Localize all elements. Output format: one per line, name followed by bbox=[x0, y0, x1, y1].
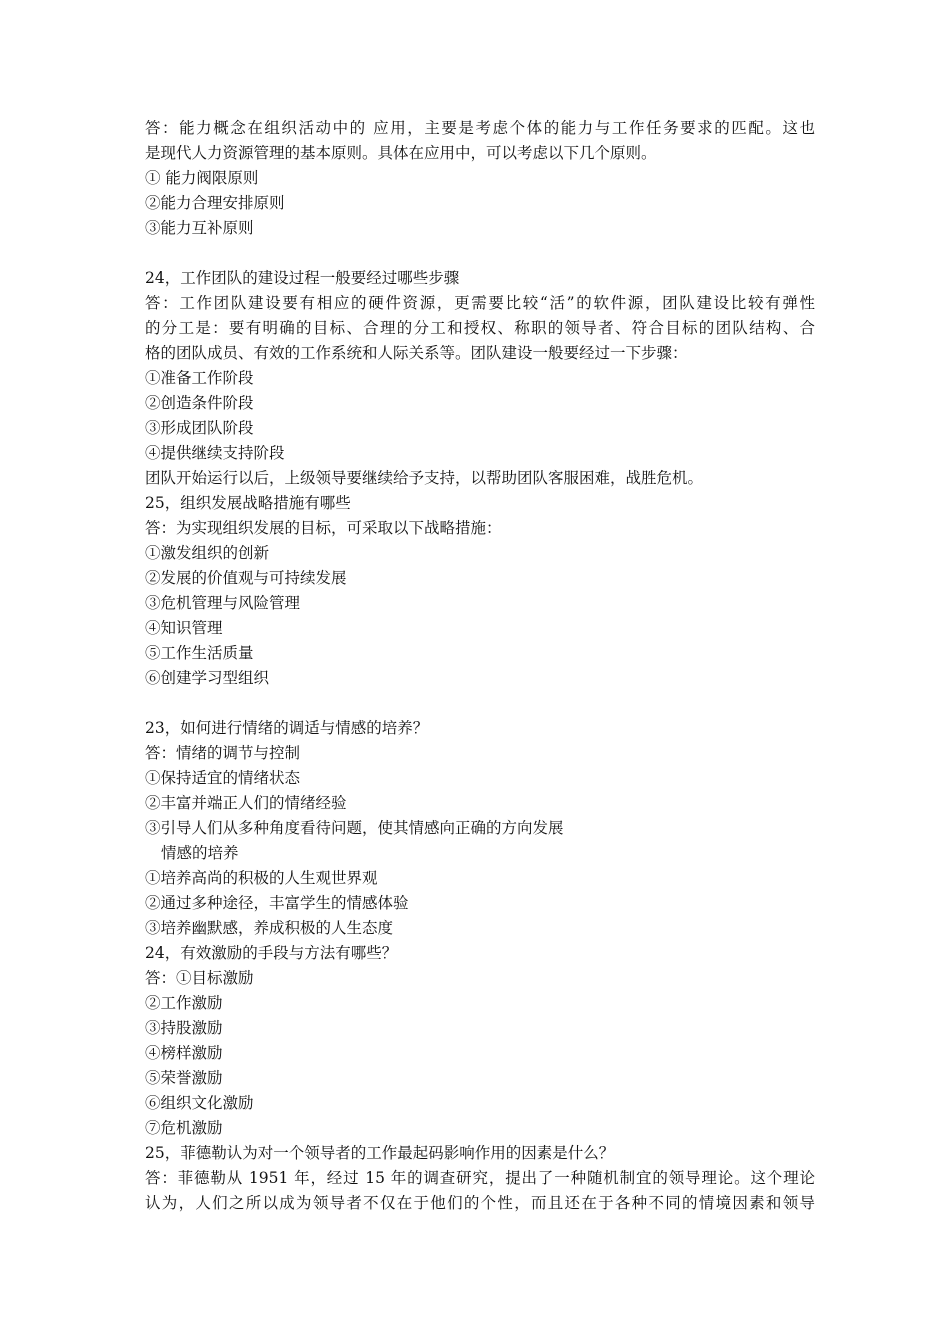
list-item: ①培养高尚的积极的人生观世界观 bbox=[145, 869, 378, 887]
list-item: ②创造条件阶段 bbox=[145, 394, 254, 412]
list-item: ③危机管理与风险管理 bbox=[145, 594, 301, 612]
text-line: 答：工作团队建设要有相应的硬件资源，更需要比较“活”的软件源，团队建设比较有弹性 bbox=[145, 294, 815, 312]
text-line: 的分工是：要有明确的目标、合理的分工和授权、称职的领导者、符合目标的团队结构、合 bbox=[145, 319, 815, 337]
list-item: ②通过多种途径，丰富学生的情感体验 bbox=[145, 894, 409, 912]
list-item: ③引导人们从多种角度看待问题，使其情感向正确的方向发展 bbox=[145, 819, 564, 837]
question-heading: 25，组织发展战略措施有哪些 bbox=[145, 494, 351, 512]
blank-line bbox=[145, 241, 815, 266]
list-item: ⑥创建学习型组织 bbox=[145, 669, 270, 687]
text-line: 答：情绪的调节与控制 bbox=[145, 744, 301, 762]
question-heading: 24，工作团队的建设过程一般要经过哪些步骤 bbox=[145, 269, 460, 287]
list-item: ④知识管理 bbox=[145, 619, 223, 637]
list-item: ①激发组织的创新 bbox=[145, 544, 270, 562]
list-item: ⑤工作生活质量 bbox=[145, 644, 254, 662]
blank-line bbox=[145, 691, 815, 716]
list-item: ⑤荣誉激励 bbox=[145, 1069, 223, 1087]
document-body bbox=[145, 116, 815, 1216]
list-item: ②能力合理安排原则 bbox=[145, 194, 285, 212]
text-line: 答：为实现组织发展的目标，可采取以下战略措施： bbox=[145, 519, 502, 537]
text-line: 格的团队成员、有效的工作系统和人际关系等。团队建设一般要经过一下步骤： bbox=[145, 344, 688, 362]
subheading: 情感的培养 bbox=[161, 844, 239, 862]
text-line: 答：菲德勒从 1951 年，经过 15 年的调查研究，提出了一种随机制宜的领导理论。这个理论 bbox=[145, 1169, 815, 1187]
list-item: ①准备工作阶段 bbox=[145, 369, 254, 387]
list-item: ⑥组织文化激励 bbox=[145, 1094, 254, 1112]
list-item: ②发展的价值观与可持续发展 bbox=[145, 569, 347, 587]
text-line: 答：能力概念在组织活动中的 应用，主要是考虑个体的能力与工作任务要求的匹配。这也 bbox=[145, 119, 815, 137]
question-heading: 23，如何进行情绪的调适与情感的培养？ bbox=[145, 719, 429, 737]
list-item: ④提供继续支持阶段 bbox=[145, 444, 285, 462]
list-item: ③形成团队阶段 bbox=[145, 419, 254, 437]
list-item: ②丰富并端正人们的情绪经验 bbox=[145, 794, 347, 812]
text-line: 答：①目标激励 bbox=[145, 969, 254, 987]
list-item: ③培养幽默感，养成积极的人生态度 bbox=[145, 919, 394, 937]
text-line: 是现代人力资源管理的基本原则。具体在应用中，可以考虑以下几个原则。 bbox=[145, 144, 657, 162]
list-item: ④榜样激励 bbox=[145, 1044, 223, 1062]
list-item: ③能力互补原则 bbox=[145, 219, 254, 237]
list-item: ①保持适宜的情绪状态 bbox=[145, 769, 301, 787]
question-heading: 25，菲德勒认为对一个领导者的工作最起码影响作用的因素是什么？ bbox=[145, 1144, 615, 1162]
list-item: ③持股激励 bbox=[145, 1019, 223, 1037]
list-item: ②工作激励 bbox=[145, 994, 223, 1012]
text-line: 认为，人们之所以成为领导者不仅在于他们的个性，而且还在于各种不同的情境因素和领导 bbox=[145, 1194, 815, 1212]
list-item: ⑦危机激励 bbox=[145, 1119, 223, 1137]
list-item: ① 能力阀限原则 bbox=[145, 169, 259, 187]
question-heading: 24，有效激励的手段与方法有哪些？ bbox=[145, 944, 398, 962]
text-line: 团队开始运行以后，上级领导要继续给予支持，以帮助团队客服困难，战胜危机。 bbox=[145, 469, 704, 487]
